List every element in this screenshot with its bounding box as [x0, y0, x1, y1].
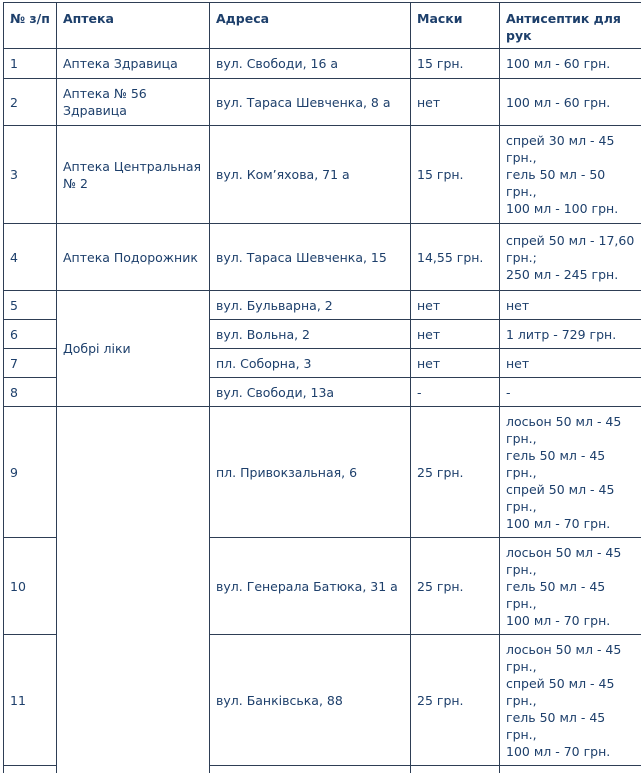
cell-num: 7 [4, 349, 57, 378]
cell-num: 3 [4, 126, 57, 224]
cell-pharmacy-merged: Добрі ліки [57, 291, 210, 407]
antiseptic-line: гель 50 мл - 50 грн., [506, 167, 606, 199]
cell-masks: нет [411, 79, 500, 126]
antiseptic-line: спрей 50 мл - 45 грн., [506, 481, 615, 514]
cell-num: 2 [4, 79, 57, 126]
cell-num: 6 [4, 320, 57, 349]
cell-masks: 25 грн. [411, 635, 500, 766]
cell-address: вул. Банківська, 88 [210, 635, 411, 766]
cell-address: вул. Бульварна, 2 [210, 291, 411, 320]
cell-masks: - [411, 378, 500, 407]
cell-address: вул. Генерала Батюка, 31 а [210, 538, 411, 635]
antiseptic-line: 250 мл - 245 грн. [506, 266, 619, 282]
antiseptic-line: нет [506, 355, 530, 371]
cell-antiseptic [500, 49, 641, 79]
antiseptic-line: 100 мл - 70 грн. [506, 515, 611, 531]
antiseptic-line: 100 мл - 60 грн. [506, 56, 611, 71]
cell-pharmacy: Аптека Подорожник [57, 224, 210, 291]
cell-antiseptic [500, 320, 641, 349]
antiseptic-line: гель 50 мл - 45 грн., [506, 578, 606, 611]
cell-num: 11 [4, 635, 57, 766]
cell-num: 1 [4, 49, 57, 79]
cell-address: вул. Свободи, 13а [210, 378, 411, 407]
table-row [4, 49, 641, 79]
table-row [4, 126, 641, 224]
cell-address: пл. Соборна, 3 [210, 349, 411, 378]
cell-antiseptic [500, 635, 641, 766]
cell-address: вул. Свободи, 16 а [210, 49, 411, 79]
header-masks: Маски [411, 3, 500, 49]
cell-masks: нет [411, 291, 500, 320]
cell-antiseptic [500, 79, 641, 126]
antiseptic-line: 100 мл - 60 грн. [506, 94, 611, 110]
cell-num: 8 [4, 378, 57, 407]
antiseptic-line: 1 литр - 729 грн. [506, 326, 617, 342]
cell-masks: 25 грн. [411, 407, 500, 538]
cell-pharmacy: Аптека Здравица [57, 49, 210, 79]
cell-pharmacy: Аптека № 56 Здравица [57, 79, 210, 126]
header-num: № з/п [4, 3, 57, 49]
antiseptic-line: спрей 50 мл - 17,60 грн.; [506, 232, 635, 265]
table-row [4, 291, 641, 320]
antiseptic-line: спрей 50 мл - 45 грн., [506, 675, 615, 708]
cell-antiseptic [500, 349, 641, 378]
antiseptic-line: лосьон 50 мл - 45 грн., [506, 544, 622, 577]
cell-masks: 15 грн. [411, 126, 500, 224]
cell-pharmacy: Аптека Центральная № 2 [57, 126, 210, 224]
cell-antiseptic [500, 407, 641, 538]
antiseptic-line: 100 мл - 100 грн. [506, 201, 619, 216]
antiseptic-line: 100 мл - 70 грн. [506, 743, 611, 759]
header-row [4, 3, 641, 49]
antiseptic-line: нет [506, 297, 530, 313]
cell-masks: 15 грн. [411, 49, 500, 79]
cell-address: пл. Привокзальная, 6 [210, 407, 411, 538]
cell-address: вул. Ком’яхова, 71 а [210, 126, 411, 224]
antiseptic-line: - [506, 384, 511, 400]
cell-antiseptic [500, 126, 641, 224]
cell-pharmacy-merged [57, 407, 210, 773]
cell-address: вул. Тараса Шевченка, 8 а [210, 79, 411, 126]
cell-masks: 25 грн. [411, 538, 500, 635]
cell-antiseptic [500, 291, 641, 320]
antiseptic-line: спрей 30 мл - 45 грн., [506, 133, 615, 165]
cell-num: 4 [4, 224, 57, 291]
cell-address: вул. Тараса Шевченка, 15 [210, 224, 411, 291]
cell-masks: нет [411, 349, 500, 378]
antiseptic-line: лосьон 50 мл - 45 грн., [506, 413, 622, 446]
pharmacy-table [3, 2, 641, 773]
cell-antiseptic [500, 224, 641, 291]
cell-address: вул. Вольна, 2 [210, 320, 411, 349]
table-row [4, 407, 641, 538]
cell-num: 9 [4, 407, 57, 538]
header-pharmacy: Аптека [57, 3, 210, 49]
table-row [4, 79, 641, 126]
cell-antiseptic [500, 378, 641, 407]
cell-antiseptic [500, 538, 641, 635]
cell-masks: 14,55 грн. [411, 224, 500, 291]
table-row [4, 224, 641, 291]
antiseptic-line: гель 50 мл - 45 грн., [506, 709, 606, 742]
header-antiseptic: Антисептик для рук [500, 3, 641, 49]
cell-num: 10 [4, 538, 57, 635]
cell-masks: нет [411, 320, 500, 349]
antiseptic-line: гель 50 мл - 45 грн., [506, 447, 606, 480]
antiseptic-line: лосьон 50 мл - 45 грн., [506, 641, 622, 674]
cell-num: 5 [4, 291, 57, 320]
antiseptic-line: 100 мл - 70 грн. [506, 612, 611, 628]
header-address: Адреса [210, 3, 411, 49]
